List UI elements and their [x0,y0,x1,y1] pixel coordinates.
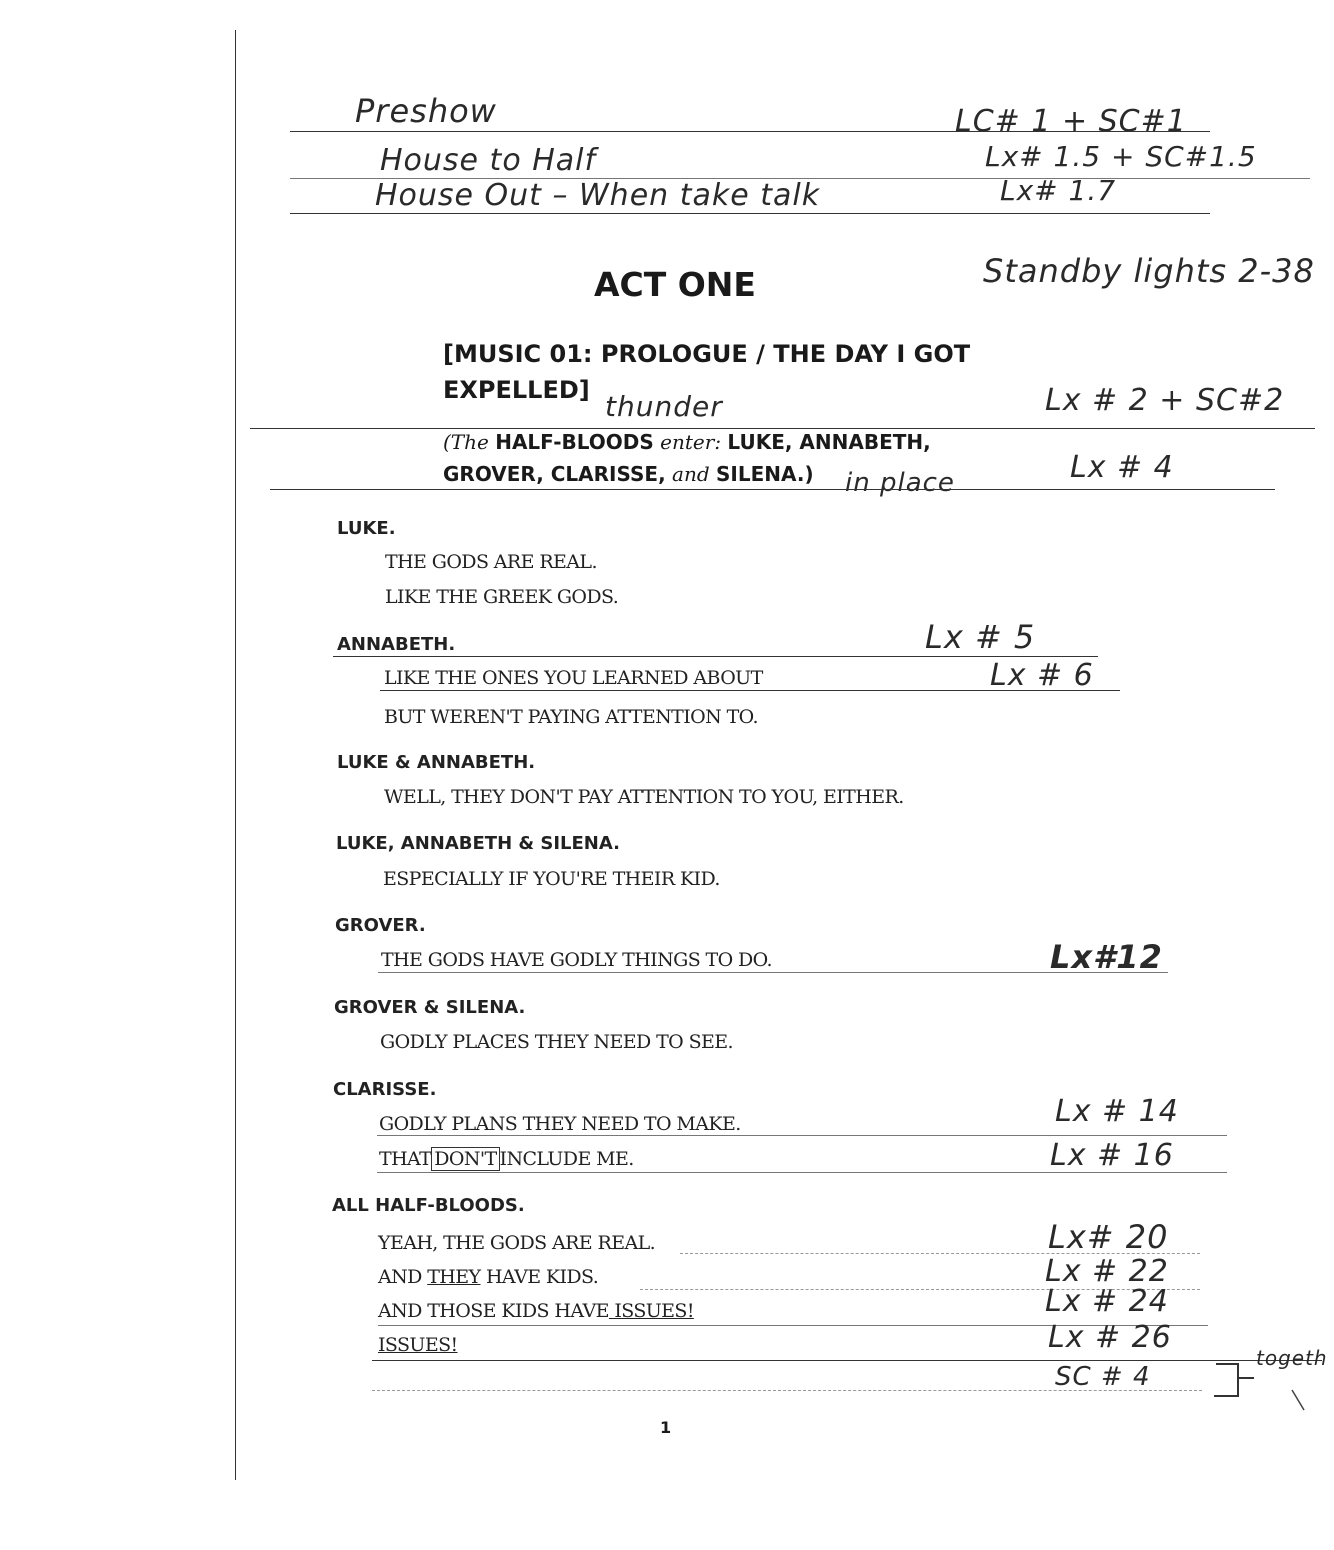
lyric-line: ISSUES! [378,1334,458,1356]
stray-stroke [1292,1390,1304,1410]
lyric-fragment: INCLUDE ME. [499,1148,634,1170]
underlined-word: THEY [427,1266,481,1288]
left-margin-line [235,30,236,1480]
grover-rule [378,972,1168,973]
all-cue-3: Lx # 24 [1045,1284,1169,1319]
stage-direction-line1 [443,430,931,454]
house-out-rule [290,213,1210,214]
thunder-note: thunder [605,390,723,423]
house-out-note: House Out – When take talk [375,178,821,213]
lyric-line: WELL, THEY DON'T PAY ATTENTION TO YOU, EITHER. [384,786,904,808]
all-rule-4 [372,1360,1322,1361]
act-title: ACT ONE [594,265,756,304]
annabeth-cue: Lx # 5 [925,618,1036,656]
speaker-grover-silena: GROVER & SILENA. [334,997,526,1018]
clarisse-rule-2 [377,1172,1227,1173]
music-cue-line2: EXPELLED] [443,376,590,404]
music-cue-annotation: Lx # 2 + SC#2 [1045,383,1285,418]
stage-dir-and: and [672,462,710,486]
preshow-rule [290,131,1210,132]
stage-dir-half-bloods: HALF-BLOODS [495,430,654,454]
boxed-word: DON'T [431,1147,499,1171]
all-line-2 [378,1266,598,1288]
lyric-line: LIKE THE ONES YOU LEARNED ABOUT [384,667,763,689]
grover-cue: Lx#12 [1050,938,1163,976]
lyric-fragment: AND THOSE KIDS HAVE [378,1300,609,1322]
in-place-note: in place [845,468,955,498]
music-cue-rule [250,428,1315,429]
stage-dir-enter: enter: [660,430,722,454]
speaker-all-half-bloods: ALL HALF-BLOODS. [332,1195,525,1216]
stage-dir-names1: LUKE, ANNABETH, [727,430,931,454]
clarisse-cue-2: Lx # 16 [1050,1138,1174,1173]
house-half-cue: Lx# 1.5 + SC#1.5 [985,140,1257,173]
underlined-word: ISSUES! [608,1300,694,1322]
clarisse-rule-1 [377,1135,1227,1136]
lyric-line: ESPECIALLY IF YOU'RE THEIR KID. [383,868,720,890]
lyric-line: THE GODS HAVE GODLY THINGS TO DO. [381,949,772,971]
preshow-note: Preshow [355,92,497,130]
annabeth-line-rule [380,690,1120,691]
house-out-cue: Lx# 1.7 [1000,174,1117,207]
lyric-line: LIKE THE GREEK GODS. [385,586,619,608]
lyric-fragment: THAT [379,1148,432,1170]
house-half-note: House to Half [380,143,597,178]
lyric-fragment: HAVE KIDS. [480,1266,599,1288]
lyric-line: GODLY PLACES THEY NEED TO SEE. [380,1031,733,1053]
lyric-fragment: AND [378,1266,428,1288]
speaker-annabeth: ANNABETH. [337,634,456,655]
music-cue-line1: [MUSIC 01: PROLOGUE / THE DAY I GOT [443,340,971,368]
speaker-clarisse: CLARISSE. [333,1079,437,1100]
enter-cue: Lx # 4 [1070,450,1174,485]
clarisse-cue-1: Lx # 14 [1055,1094,1179,1129]
all-cue-1: Lx# 20 [1048,1218,1169,1256]
stage-dir-silena: SILENA.) [716,462,814,486]
stage-dir-names2: GROVER, CLARISSE, [443,462,666,486]
all-cue-5: SC # 4 [1055,1362,1151,1392]
page-number: 1 [660,1418,672,1437]
preshow-cue: LC# 1 + SC#1 [955,104,1187,139]
lyric-line: GODLY PLANS THEY NEED TO MAKE. [379,1113,741,1135]
speaker-luke-annabeth-silena: LUKE, ANNABETH & SILENA. [336,833,620,854]
all-rule-5 [372,1390,1202,1391]
lyric-line: THE GODS ARE REAL. [385,551,597,573]
stage-dir-open: (The [443,430,489,454]
speaker-luke-annabeth: LUKE & ANNABETH. [337,752,536,773]
speaker-grover: GROVER. [335,915,426,936]
speaker-luke: LUKE. [337,518,396,539]
bracket-path [1214,1364,1238,1396]
clarisse-line-2 [379,1148,634,1170]
stage-direction-rule [270,489,1275,490]
stray-mark [1290,1388,1310,1418]
all-cue-2: Lx # 22 [1045,1254,1169,1289]
lyric-line: BUT WEREN'T PAYING ATTENTION TO. [384,706,758,728]
all-cue-4: Lx # 26 [1048,1320,1172,1355]
together-note: togeth [1256,1346,1328,1370]
standby-note: Standby lights 2-38 [983,252,1315,290]
lyric-line: YEAH, THE GODS ARE REAL. [378,1232,656,1254]
all-line-3 [378,1300,694,1322]
annabeth-cue-2: Lx # 6 [990,658,1094,693]
stage-direction-line2 [443,462,814,486]
annabeth-rule [333,656,1098,657]
